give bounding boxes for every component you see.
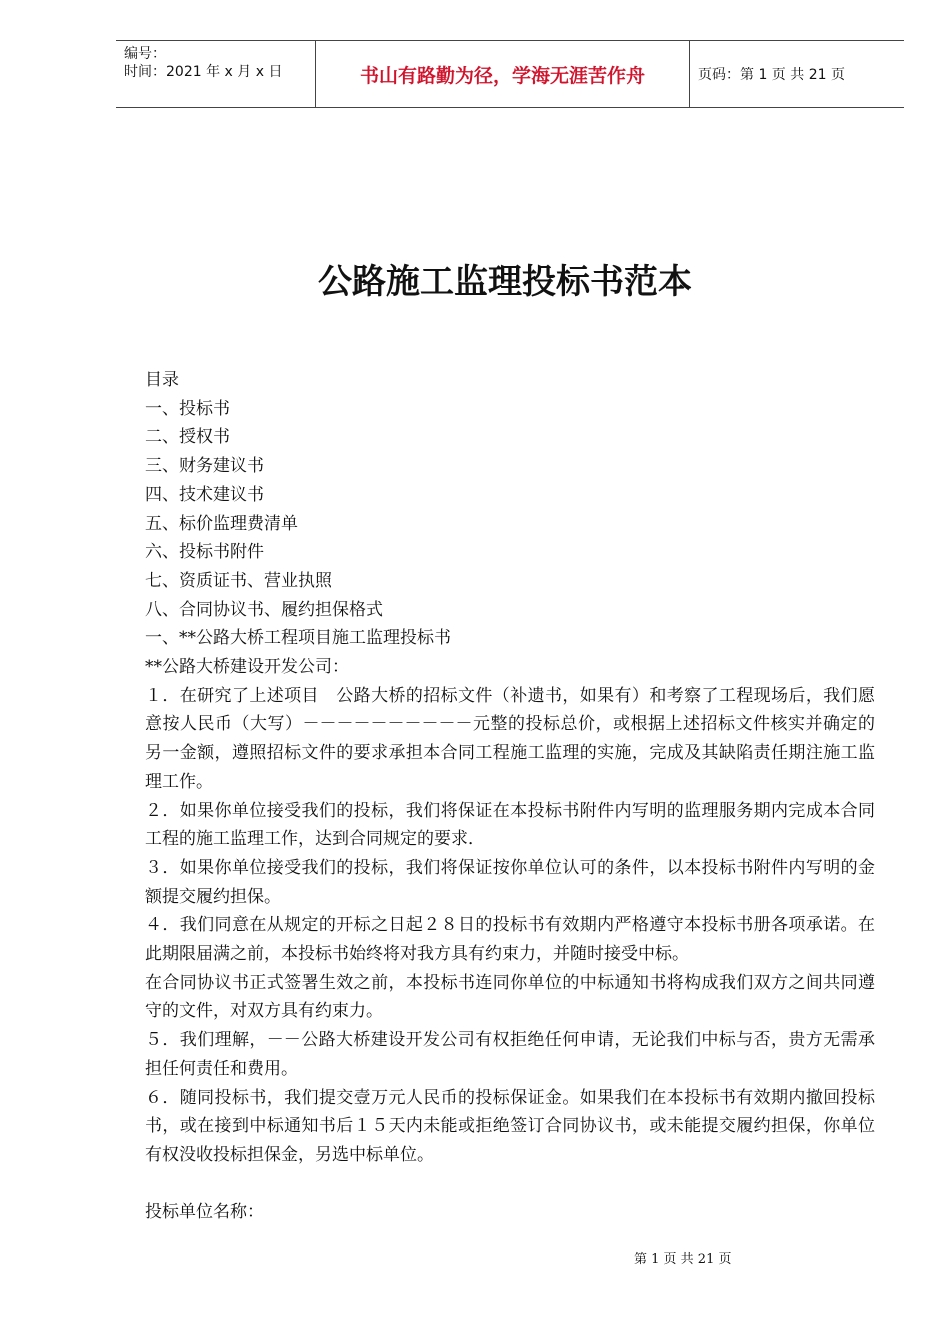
toc-item: 四、技术建议书: [145, 484, 264, 505]
section-heading: 一、**公路大桥工程项目施工监理投标书: [145, 628, 451, 649]
document-title: 公路施工监理投标书范本: [318, 262, 692, 302]
clause-paragraph: ５．我们理解，－－公路大桥建设开发公司有权拒绝任何申请，无论我们中标与否，贵方无需承担任何责任和费用。: [145, 1030, 875, 1079]
page-header: [116, 40, 904, 108]
toc-item: 一、投标书: [145, 398, 230, 419]
header-page-info: 页码：第 1 页 共 21 页: [698, 67, 845, 83]
header-meta: [116, 41, 316, 107]
toc-item: 二、授权书: [145, 427, 230, 448]
toc-heading: 目录: [145, 370, 179, 390]
document-number: 编号：: [124, 46, 166, 62]
clause-paragraph: １．在研究了上述项目 公路大桥的招标文件（补遗书，如果有）和考察了工程现场后，我们愿意按人民币（大写）－－－－－－－－－－元整的投标总价，或根据上述招标文件核实并确定的另一金额，遵照招标文件的要求承担本合同工程施工监理的实施，完成及其缺陷责任期注施工监理工作。: [145, 685, 875, 792]
clause-paragraph: ２．如果你单位接受我们的投标，我们将保证在本投标书附件内写明的监理服务期内完成本合同工程的施工监理工作，达到合同规定的要求．: [145, 800, 875, 850]
toc-item: 三、财务建议书: [145, 456, 264, 477]
bidder-name-label: 投标单位名称：: [145, 1201, 264, 1222]
addressee: **公路大桥建设开发公司：: [145, 657, 349, 678]
toc-item: 八、合同协议书、履约担保格式: [145, 599, 383, 620]
clause-paragraph: 在合同协议书正式签署生效之前，本投标书连同你单位的中标通知书将构成我们双方之间共同遵守的文件，对双方具有约束力。: [145, 972, 875, 1022]
spacer: [145, 1170, 875, 1198]
toc-item: 六、投标书附件: [145, 542, 264, 563]
clause-paragraph: ４．我们同意在从规定的开标之日起２８日的投标书有效期内严格遵守本投标书册各项承诺。在此期限届满之前，本投标书始终将对我方具有约束力，并随时接受中标。: [145, 915, 875, 965]
header-motto: 书山有路勤为径，学海无涯苦作舟: [316, 41, 690, 107]
clause-paragraph: ３．如果你单位接受我们的投标，我们将保证按你单位认可的条件，以本投标书附件内写明的金额提交履约担保。: [145, 857, 875, 907]
toc-item: 七、资质证书、营业执照: [145, 570, 332, 591]
document-body: [145, 366, 875, 1226]
toc-item: 五、标价监理费清单: [145, 513, 298, 534]
page-footer: 第 1 页 共 21 页: [634, 1252, 732, 1267]
document-time: 时间：2021 年 x 月 x 日: [124, 64, 283, 80]
clause-paragraph: ６．随同投标书，我们提交壹万元人民币的投标保证金。如果我们在本投标书有效期内撤回投标书，或在接到中标通知书后１５天内未能或拒绝签订合同协议书，或未能提交履约担保，你单位有权没收投标担保金，另选中标单位。: [145, 1087, 875, 1165]
